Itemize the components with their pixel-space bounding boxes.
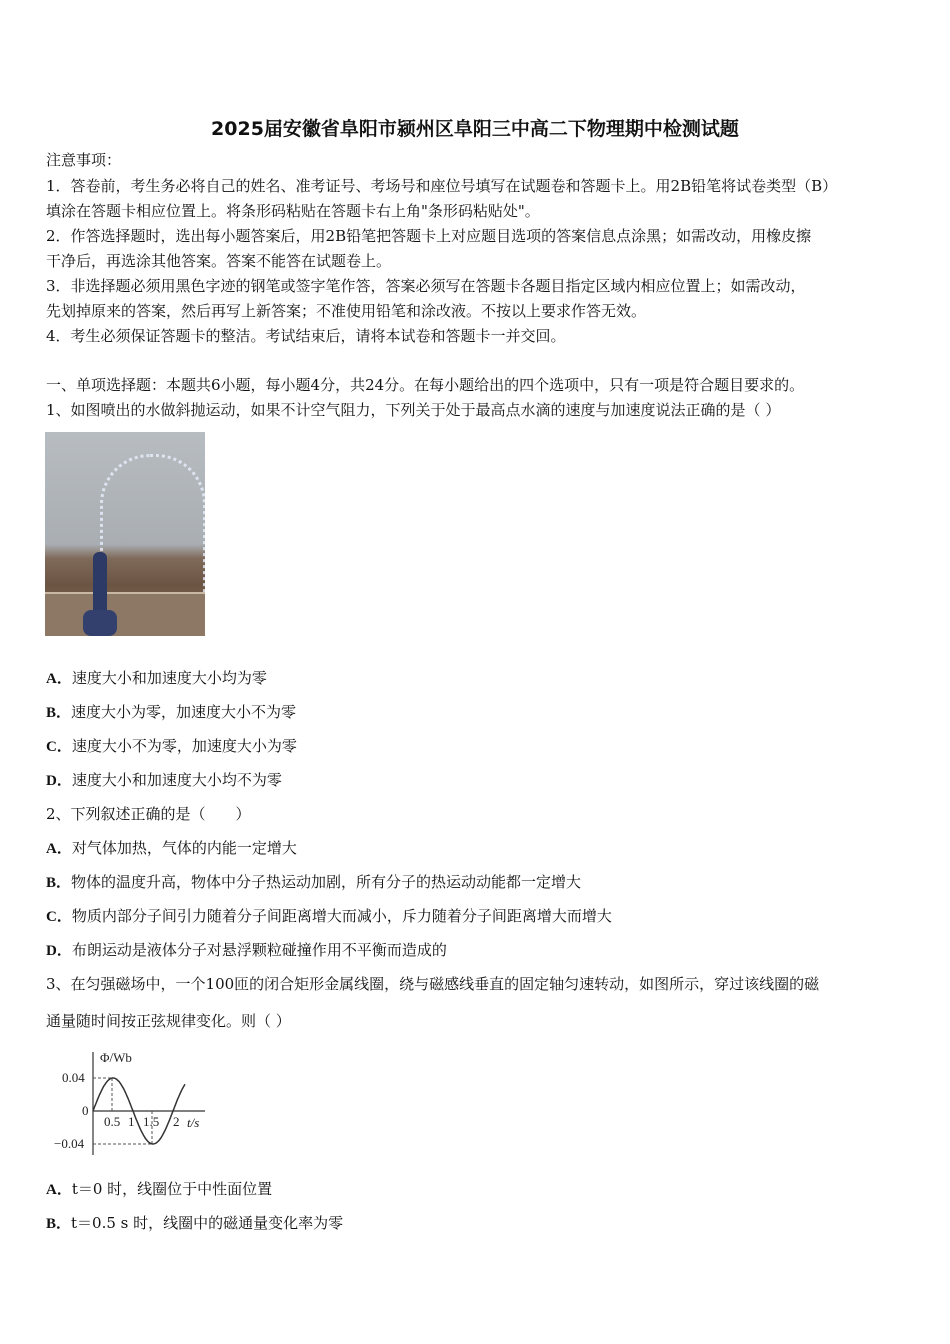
notice-line: 2．作答选择题时，选出每小题答案后，用2B铅笔把答题卡上对应题目选项的答案信息点涂黑；如需改动，用橡皮擦 (46, 227, 812, 245)
x-tick: 1 (128, 1114, 135, 1129)
q3-option-a: A．t＝0 时，线圈位于中性面位置 (46, 1180, 273, 1198)
section-heading: 一、单项选择题：本题共6小题，每小题4分，共24分。在每小题给出的四个选项中，只有一项是符合题目要求的。 (46, 376, 805, 394)
q1-option-d: D．速度大小和加速度大小均不为零 (46, 771, 282, 789)
y-tick: 0 (82, 1103, 89, 1118)
y-tick: 0.04 (62, 1070, 85, 1085)
q2-option-a: A．对气体加热，气体的内能一定增大 (46, 839, 297, 857)
question-3-stem-cont: 通量随时间按正弦规律变化。则（ ） (46, 1012, 291, 1030)
question-2-stem: 2、下列叙述正确的是（ ） (46, 805, 251, 823)
q1-option-b: B．速度大小为零，加速度大小不为零 (46, 703, 297, 721)
q2-option-c: C．物质内部分子间引力随着分子间距离增大而减小，斥力随着分子间距离增大而增大 (46, 907, 612, 925)
x-tick: 0.5 (104, 1114, 121, 1129)
question-3-stem: 3、在匀强磁场中，一个100匝的闭合矩形金属线圈，绕与磁感线垂直的固定轴匀速转动，如图所示，穿过该线圈的磁 (46, 975, 820, 993)
notice-line: 1．答卷前，考生务必将自己的姓名、准考证号、考场号和座位号填写在试题卷和答题卡上。用2B铅笔将试卷类型（B） (46, 177, 838, 195)
question-1-stem: 1、如图喷出的水做斜抛运动，如果不计空气阻力，下列关于处于最高点水滴的速度与加速度说法正确的是（ ） (46, 401, 781, 419)
notice-heading: 注意事项： (46, 151, 122, 169)
notice-line: 填涂在答题卡相应位置上。将条形码粘贴在答题卡右上角"条形码粘贴处"。 (46, 202, 540, 220)
nozzle-base (83, 610, 117, 636)
q2-option-b: B．物体的温度升高，物体中分子热运动加剧，所有分子的热运动动能都一定增大 (46, 873, 582, 891)
x-tick: 1.5 (143, 1114, 160, 1129)
x-tick: 2 (173, 1114, 180, 1129)
notice-line: 先划掉原来的答案，然后再写上新答案；不准使用铅笔和涂改液。不按以上要求作答无效。 (46, 302, 647, 320)
notice-line: 3．非选择题必须用黑色字迹的钢笔或签字笔作答，答案必须写在答题卡各题目指定区域内相应位置上；如需改动， (46, 277, 806, 295)
x-axis-label: t/s (187, 1115, 200, 1130)
q2-option-d: D．布朗运动是液体分子对悬浮颗粒碰撞作用不平衡而造成的 (46, 941, 447, 959)
q1-option-a: A．速度大小和加速度大小均为零 (46, 669, 267, 687)
flux-time-graph (40, 1040, 220, 1160)
q3-option-b: B．t＝0.5 s 时，线圈中的磁通量变化率为零 (46, 1214, 344, 1232)
fountain-photo (45, 432, 205, 636)
page-title: 2025届安徽省阜阳市颍州区阜阳三中高二下物理期中检测试题 (211, 118, 739, 140)
y-axis-label: Φ/Wb (100, 1050, 132, 1065)
notice-line: 4．考生必须保证答题卡的整洁。考试结束后，请将本试卷和答题卡一并交回。 (46, 327, 566, 345)
y-tick: −0.04 (54, 1136, 85, 1151)
q1-option-c: C．速度大小不为零，加速度大小为零 (46, 737, 297, 755)
basin (45, 592, 205, 636)
notice-line: 干净后，再选涂其他答案。答案不能答在试题卷上。 (46, 252, 392, 270)
